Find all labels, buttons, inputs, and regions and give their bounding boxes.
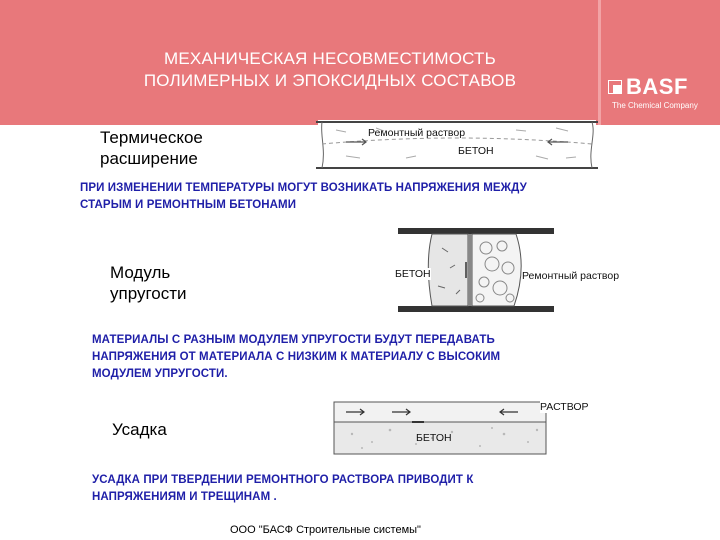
- shrinkage-repair-label: РАСТВОР: [540, 401, 589, 413]
- title-line-2: ПОЛИМЕРНЫХ И ЭПОКСИДНЫХ СОСТАВОВ: [143, 71, 517, 90]
- thermal-note: [80, 180, 700, 214]
- shrinkage-concrete-label: БЕТОН: [416, 432, 452, 444]
- shrinkage-note: [92, 472, 692, 506]
- basf-logo-mark-icon: [608, 80, 622, 94]
- modulus-note: [92, 332, 692, 383]
- modulus-label-line-2: упругости: [110, 284, 187, 303]
- shrinkage-note-line-1: УСАДКА ПРИ ТВЕРДЕНИИ РЕМОНТНОГО РАСТВОРА ПРИВОДИТ К: [92, 474, 474, 486]
- logo-tagline: The Chemical Company: [612, 101, 698, 110]
- modulus-repair-label: Ремонтный раствор: [522, 270, 620, 282]
- shrinkage-diagram: [332, 398, 548, 456]
- thermal-note-line-2: СТАРЫМ И РЕМОНТНЫМ БЕТОНАМИ: [80, 199, 297, 211]
- logo-wordmark: BASF: [626, 74, 688, 99]
- slide-title: [60, 48, 600, 92]
- thermal-section-label: [100, 127, 203, 169]
- modulus-section-label: [110, 262, 187, 304]
- title-line-1: МЕХАНИЧЕСКАЯ НЕСОВМЕСТИМОСТЬ: [164, 49, 496, 68]
- modulus-note-line-1: МАТЕРИАЛЫ С РАЗНЫМ МОДУЛЕМ УПРУГОСТИ БУДУТ ПЕРЕДАВАТЬ: [92, 334, 495, 346]
- footer-company: ООО "БАСФ Строительные системы": [230, 524, 421, 536]
- thermal-label-line-2: расширение: [100, 149, 198, 168]
- modulus-label-line-1: Модуль: [110, 263, 171, 282]
- thermal-repair-label: Ремонтный раствор: [368, 127, 466, 139]
- modulus-note-line-2: НАПРЯЖЕНИЯ ОТ МАТЕРИАЛА С НИЗКИМ К МАТЕРИАЛУ С ВЫСОКИМ: [92, 351, 501, 363]
- thermal-concrete-label: БЕТОН: [458, 145, 494, 157]
- thermal-label-line-1: Термическое: [100, 128, 203, 147]
- shrinkage-note-line-2: НАПРЯЖЕНИЯМ И ТРЕЩИНАМ .: [92, 491, 277, 503]
- modulus-note-line-3: МОДУЛЕМ УПРУГОСТИ.: [92, 368, 228, 380]
- modulus-concrete-label: БЕТОН: [395, 268, 431, 280]
- thermal-note-line-1: ПРИ ИЗМЕНЕНИИ ТЕМПЕРАТУРЫ МОГУТ ВОЗНИКАТЬ НАПРЯЖЕНИЯ МЕЖДУ: [80, 182, 527, 194]
- shrinkage-section-label: Усадка: [112, 420, 167, 439]
